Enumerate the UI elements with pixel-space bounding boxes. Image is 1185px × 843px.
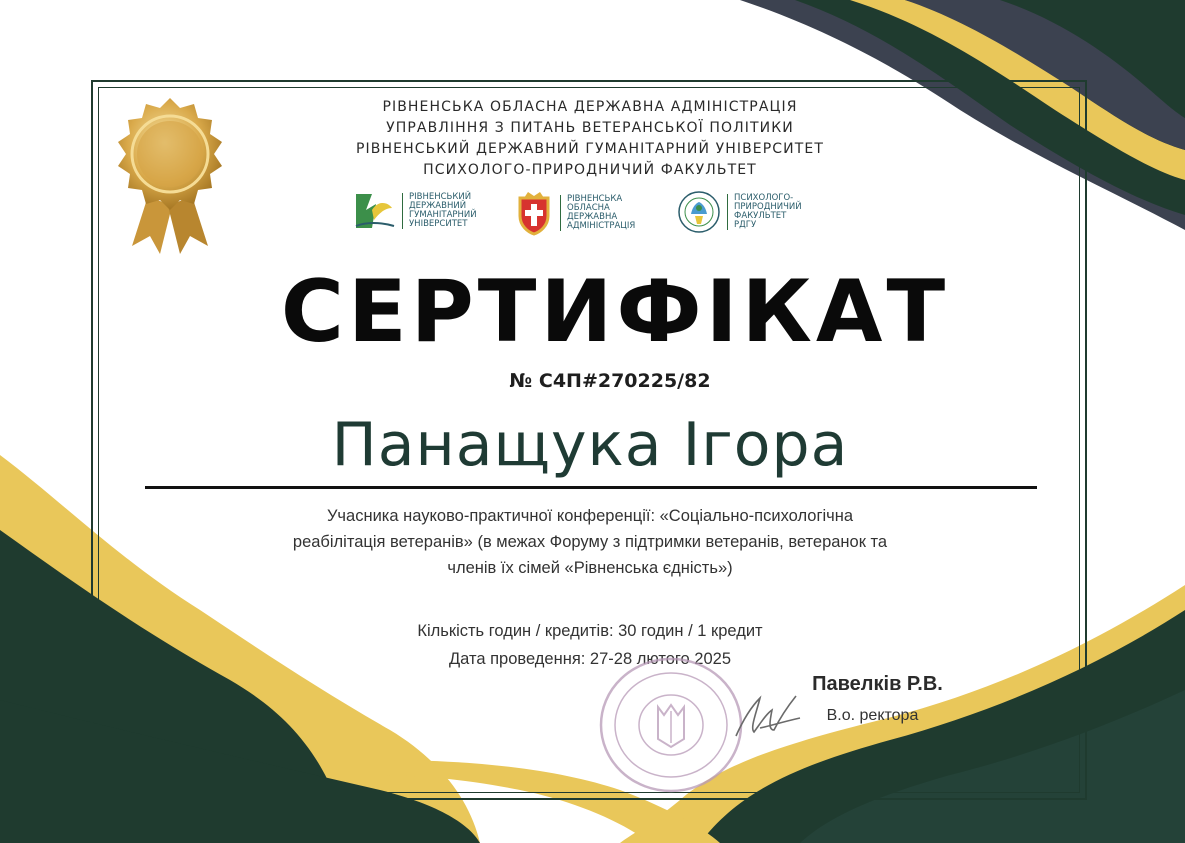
official-stamp-icon — [596, 655, 746, 795]
name-underline — [145, 486, 1037, 489]
handwritten-signature-icon — [730, 688, 810, 748]
faculty-logo — [677, 190, 802, 234]
university-logo-icon — [352, 190, 396, 232]
header-line: ПСИХОЛОГО-ПРИРОДНИЧИЙ ФАКУЛЬТЕТ — [423, 162, 757, 178]
description-line: Учасника науково-практичної конференції: «Соціально-психологічна — [326, 507, 854, 525]
certificate-title: СЕРТИФІКАТ — [280, 262, 950, 362]
university-logo — [352, 190, 477, 232]
signer-name: Павелків Р.В. — [812, 673, 943, 695]
header-line: РІВНЕНСЬКИЙ ДЕРЖАВНИЙ ГУМАНІТАРНИЙ УНІВЕРСИТЕТ — [356, 141, 824, 157]
administration-logo-text: РІВНЕНСЬКА ОБЛАСНА ДЕРЖАВНА АДМІНІСТРАЦІЯ — [560, 195, 635, 231]
faculty-emblem-icon — [677, 190, 721, 234]
gold-medal-icon — [100, 96, 240, 256]
description-line: членів їх сімей «Рівненська єдність») — [447, 559, 733, 577]
participation-description — [230, 503, 950, 581]
header-line: УПРАВЛІННЯ З ПИТАНЬ ВЕТЕРАНСЬКОЇ ПОЛІТИКИ — [386, 120, 794, 136]
event-details — [330, 617, 850, 673]
university-logo-text: РІВНЕНСЬКИЙ ДЕРЖАВНИЙ ГУМАНІТАРНИЙ УНІВЕРСИТЕТ — [402, 193, 477, 229]
rivne-coat-of-arms-icon — [514, 190, 554, 236]
certificate-number: № С4П#270225/82 — [509, 370, 711, 392]
recipient-name: Панащука Ігора — [331, 410, 849, 480]
administration-logo — [514, 190, 635, 236]
event-date: Дата проведення: 27-28 лютого 2025 — [448, 650, 732, 668]
signer-role: В.о. ректора — [826, 707, 919, 724]
description-line: реабілітація ветеранів» (в межах Форуму з підтримки ветеранів, ветеранок та — [292, 533, 888, 551]
hours-credits: Кількість годин / кредитів: 30 годин / 1 кредит — [417, 622, 763, 640]
issuer-header — [300, 97, 880, 181]
faculty-logo-text: ПСИХОЛОГО- ПРИРОДНИЧИЙ ФАКУЛЬТЕТ РДГУ — [727, 194, 802, 230]
header-line: РІВНЕНСЬКА ОБЛАСНА ДЕРЖАВНА АДМІНІСТРАЦІЯ — [382, 99, 798, 115]
